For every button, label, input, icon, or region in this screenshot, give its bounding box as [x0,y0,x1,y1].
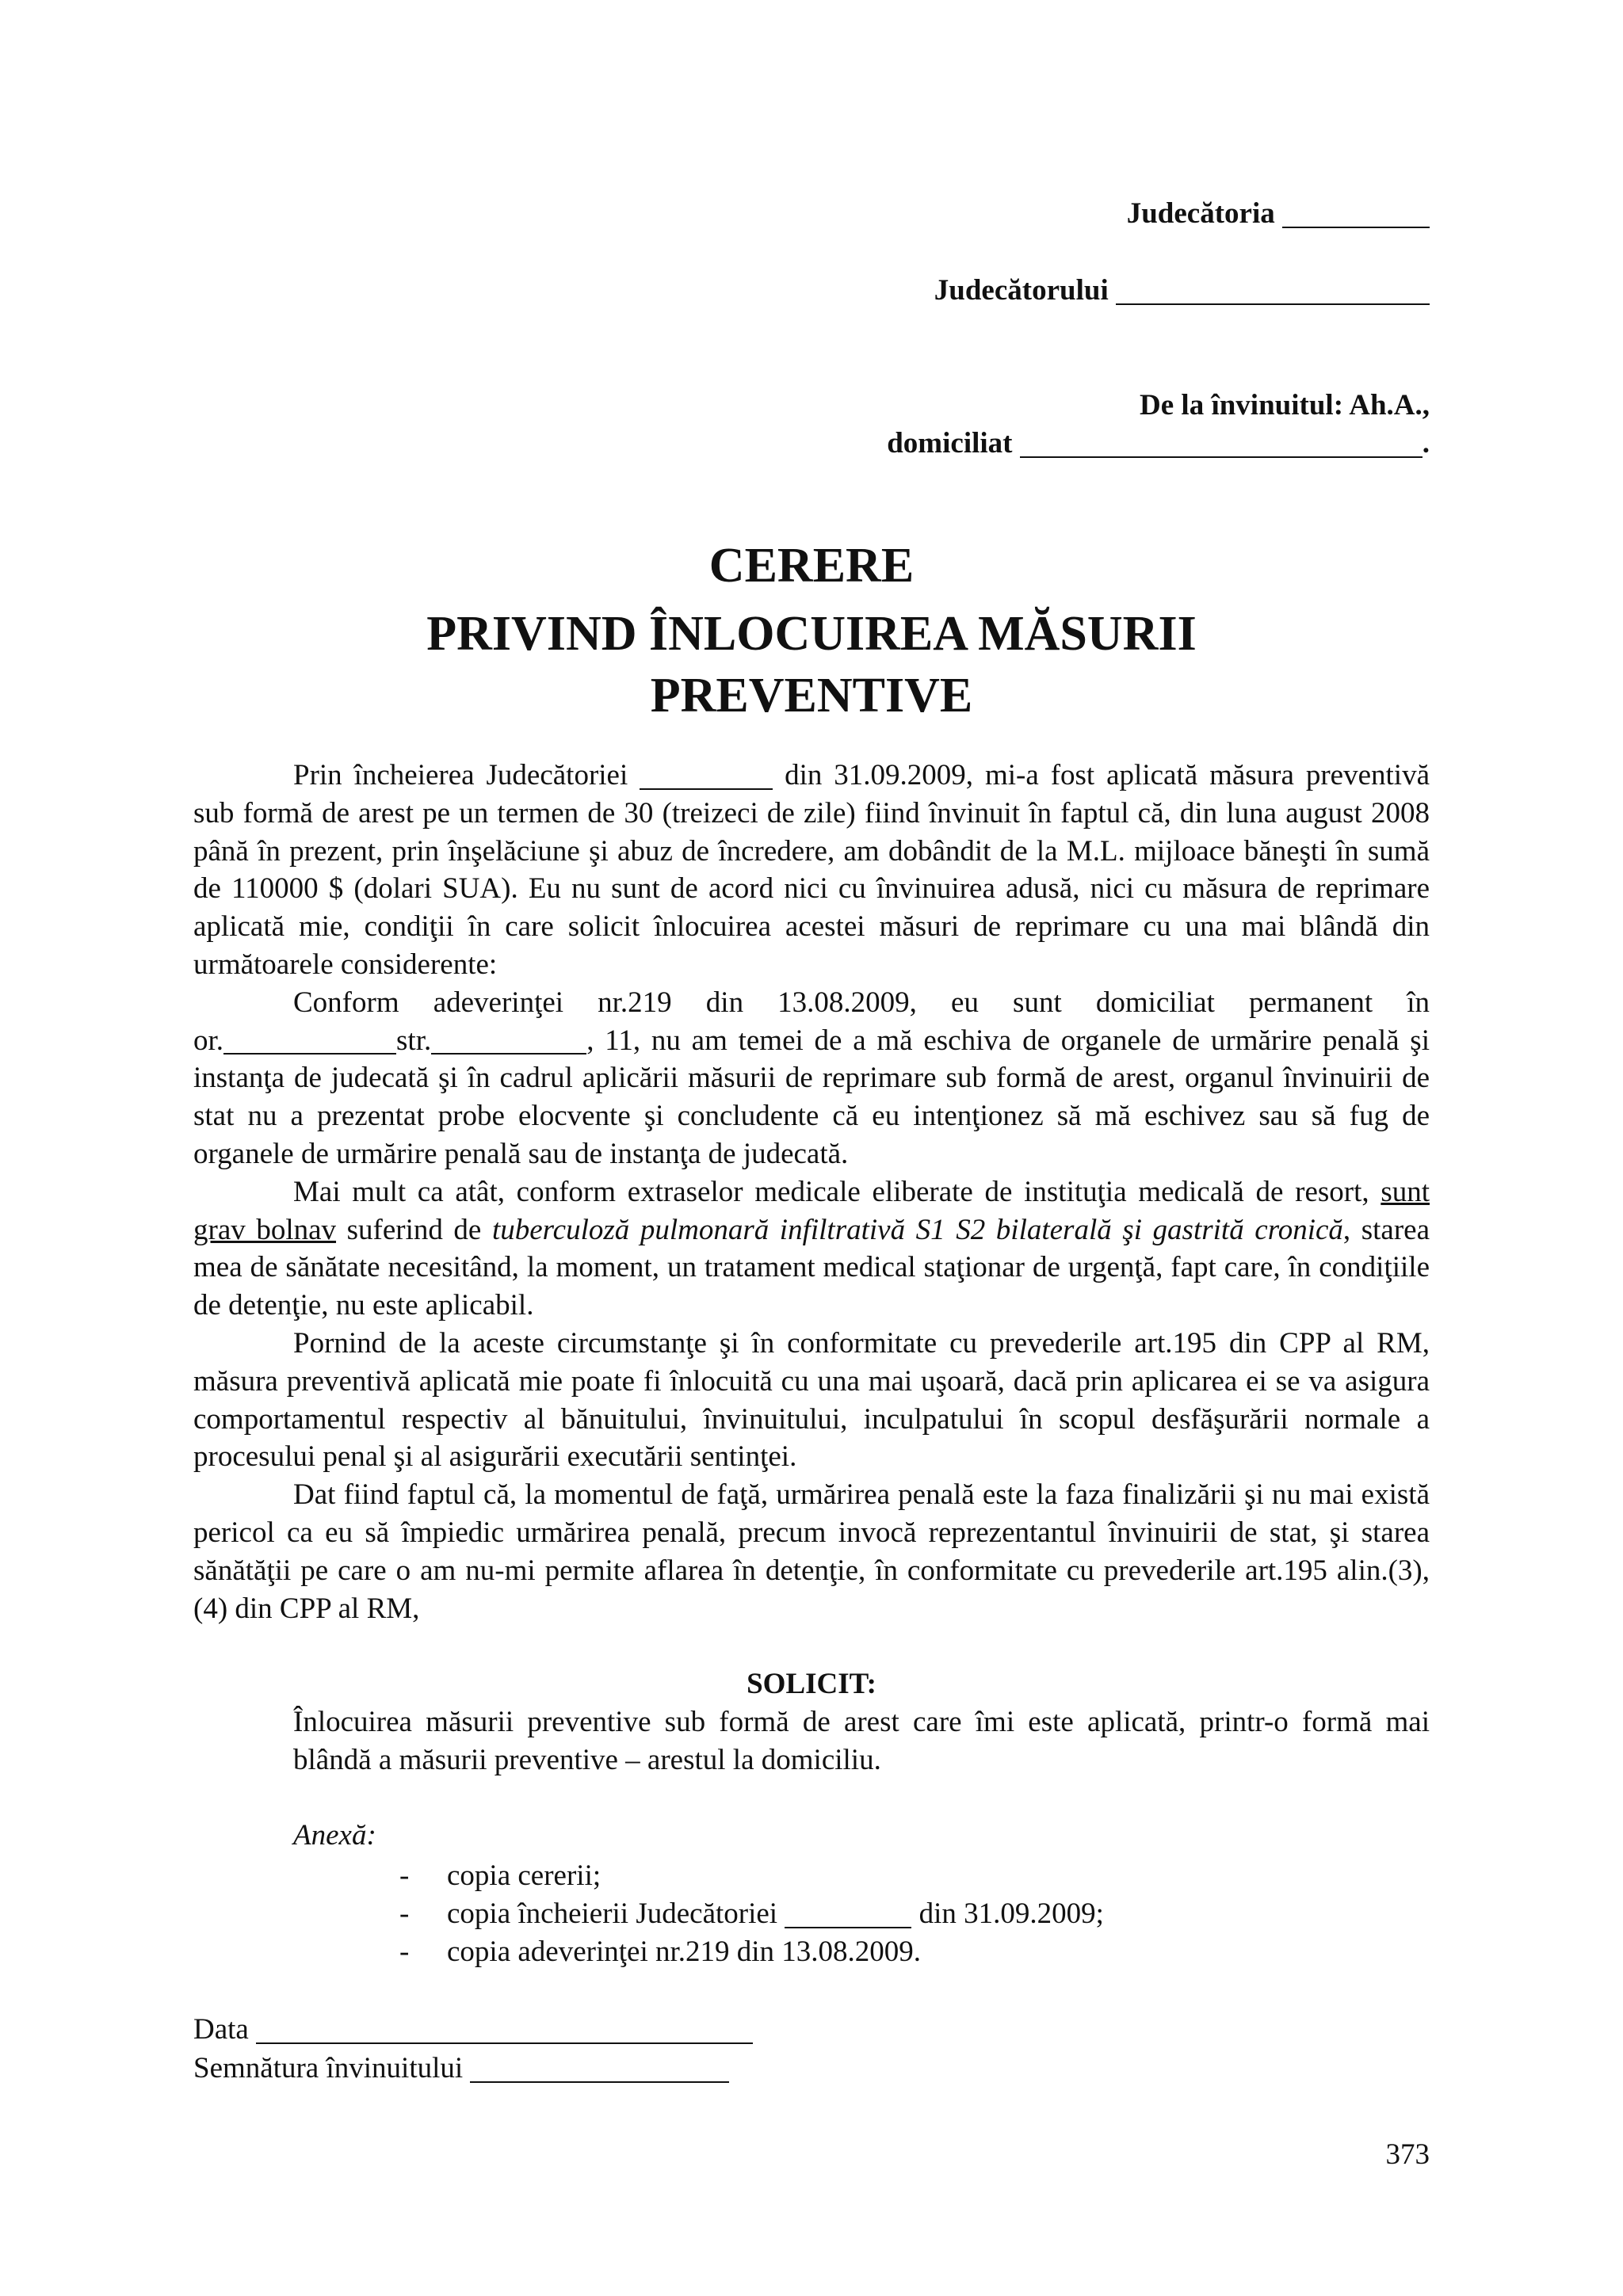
annex-list [399,1857,1104,1971]
title-line-2: PRIVIND ÎNLOCUIREA MĂSURII [426,607,1197,661]
signature-block [193,2010,753,2088]
from-label: De la învinuitul: Ah.A., [1140,389,1430,421]
p2-str: str. [396,1024,432,1057]
court-label: Judecătoria [1126,197,1275,230]
annex-item-2b: din 31.09.2009; [918,1897,1104,1930]
paragraph-5: Dat fiind faptul că, la momentul de faţă, urmărirea penală este la faza finalizării şi nu mai există pericol ca eu să împiedic urmărirea penală, precum invocă reprezentantul învinuirii de stat, şi starea sănătăţii pe care o am nu-mi permite aflarea în detenţie, în conformitate cu prevederile art.195 alin.(3), (4) din CPP al RM, [193,1478,1430,1625]
annex-item-2a: copia încheierii Judecătoriei [447,1897,778,1930]
judge-blank [1116,274,1430,305]
title-line-3: PREVENTIVE [650,669,973,723]
date-label: Data [193,2013,249,2046]
annex-item-3: copia adeverinţei nr.219 din 13.08.2009. [447,1936,922,1968]
title-line-1: CERERE [708,539,915,593]
p2-rest: , 11, nu am temei de a mă eschiva de organele de urmărire penală şi instanţa de judecată şi în cadrul aplicării măsurii de reprimare sub formă de arest, organul învinuirii de stat nu a prezentat probe elocvente şi concludente că eu intenţionez să mă eschivez sau să fug de organele de urmărire penală sau de instanţa de judecată. [193,1024,1430,1170]
page-number: 373 [1385,2138,1430,2171]
date-blank [256,2013,753,2044]
p3-diagnosis: tuberculoză pulmonară infiltrativă S1 S2 bilaterală şi gastrită cronică [491,1213,1343,1246]
date-line [193,2010,753,2049]
request-heading: SOLICIT: [747,1668,876,1700]
p1-rest: din 31.09.2009, mi-a fost aplicată măsura preventivă sub formă de arest pe un termen de 30 (treizeci de zile) fiind învinuit în faptul că, din luna august 2008 până în prezent, prin înşelăciune şi abuz de încredere, am dobândit de la M.L. mijloace băneşti în sumă de 110000 $ (dolari SUA). Eu nu sunt de acord nici cu învinuirea adusă, nici cu măsura de reprimare aplicată mie, condiţii în care solicit înlocuirea acestei măsuri de reprimare cu una mai blândă din următoarele considerente: [193,759,1430,981]
street-blank [431,1024,586,1055]
annex-blank [785,1897,911,1928]
paragraph-2-line-1: Conform adeverinţei nr.219 din 13.08.2009, eu sunt domiciliat permanent în [293,986,1430,1019]
request-text: Înlocuirea măsurii preventive sub formă de arest care îmi este aplicată, printr-o formă mai blândă a măsurii preventive – arestul la domiciliu. [293,1706,1430,1776]
city-blank [223,1024,396,1055]
paragraph-3 [193,1173,1430,1325]
annex-item [399,1895,1104,1933]
paragraph-2 [193,1022,1430,1173]
judge-label: Judecătorului [934,274,1109,307]
annex-item-1: copia cererii; [447,1859,601,1892]
domicile-end: . [1422,427,1430,460]
body-text [193,757,1430,1627]
p3-underlined: sunt grav bolnav [193,1175,1430,1246]
p1-blank [640,759,773,790]
annex-label: Anexă: [293,1819,376,1852]
p2-or: or. [193,1024,224,1057]
annex-item [399,1857,1104,1895]
paragraph-4: Pornind de la aceste circumstanţe şi în conformitate cu prevederile art.195 din CPP al RM, măsura preventivă aplicată mie poate fi înlocuită cu una mai uşoară, dacă prin aplicarea ei se va asigura comportamentul respectiv al bănuitului, învinuitului, inculpatului în scopul desfăşurării normale a procesului penal şi al asigurării executării sentinţei. [193,1326,1430,1474]
p1-start: Prin încheierea Judecătoriei [293,759,628,791]
domicile-label: domiciliat [887,427,1013,460]
domicile-blank [1020,427,1423,458]
court-line [1127,196,1430,231]
annex-item [399,1933,1104,1971]
domicile-line [887,426,1430,460]
court-blank [1282,197,1430,228]
p3-c: , starea mea de sănătate necesitând, la moment, un tratament medical staţionar de urgenţă, fapt care, în condiţiile de detenţie, nu este aplicabil. [193,1213,1430,1322]
p3-b: suferind de [346,1213,482,1246]
sign-label: Semnătura învinuitului [193,2052,464,2084]
paragraph-1 [193,757,1430,984]
sign-blank [470,2052,729,2083]
p3-a: Mai mult ca atât, conform extraselor medicale eliberate de instituţia medicală de resort, [293,1175,1369,1208]
sign-line [193,2049,753,2088]
judge-line [934,273,1430,307]
from-line [1140,388,1430,422]
